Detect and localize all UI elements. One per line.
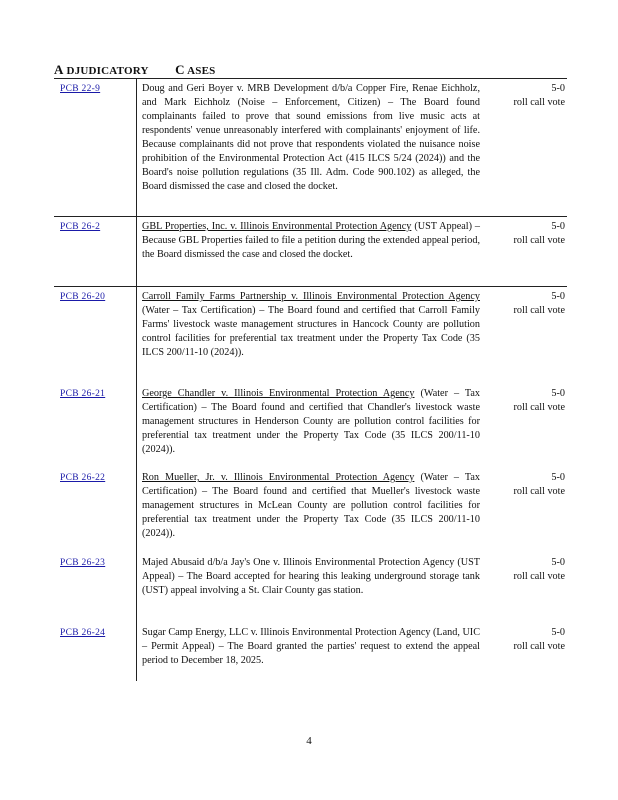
vote-block: [485, 626, 565, 654]
case-number-link[interactable]: PCB 26-22: [60, 473, 106, 483]
vote-block: [485, 220, 565, 248]
vote-count: 5-0: [551, 83, 565, 94]
page-number: 4: [306, 735, 312, 747]
header-rule: [54, 78, 567, 79]
vote-label: roll call vote: [513, 305, 565, 316]
case-title: George Chandler v. Illinois Environmental Protection Agency: [142, 388, 415, 399]
vote-block: [485, 290, 565, 318]
vote-count: 5-0: [551, 388, 565, 399]
case-number-link[interactable]: PCB 26-21: [60, 389, 106, 399]
vote-count: 5-0: [551, 557, 565, 568]
vote-label: roll call vote: [513, 486, 565, 497]
vote-count: 5-0: [551, 627, 565, 638]
case-text: (UST Appeal) – Because GBL Properties failed to file a petition during the extended appeal period, the Board dismissed the case and closed the docket.: [142, 221, 481, 260]
case-text: Doug and Geri Boyer v. MRB Development d/b/a Copper Fire, Renae Eichholz, and Mark Eichholz (Noise – Enforcement, Citizen) – The Board found complainants failed to prove that sound emissions from live music acts at respondents' venue unreasonably interfered with complainants' enjoyment of life. Because complainants did not prove that respondents violated the nuisance noise prohibition of the Environmental Protection Act (415 ILCS 5/24 (2024)) and the Board's noise pollution regulations (35 Ill. Adm. Code 900.102) as alleged, the Board dismissed the case and closed the docket.: [142, 83, 480, 192]
case-description: [142, 290, 480, 360]
vote-count: 5-0: [551, 291, 565, 302]
vote-label: roll call vote: [513, 97, 565, 108]
case-description: [142, 626, 480, 668]
vote-block: [485, 387, 565, 415]
vote-label: roll call vote: [513, 402, 565, 413]
case-description: [142, 387, 480, 457]
case-number-link[interactable]: PCB 26-20: [60, 292, 106, 302]
case-text: Sugar Camp Energy, LLC v. Illinois Environmental Protection Agency (Land, UIC – Permit Appeal) – The Board granted the parties' request to extend the appeal period to December 18, 2025.: [142, 627, 480, 666]
case-text: (Water – Tax Certification) – The Board found and certified that Carroll Family Farms' livestock waste management structures in Hancock County are pollution control facilities for preferential tax treatment under the Property Tax Code (35 ILCS 200/11-10 (2024)).: [142, 305, 480, 358]
vote-count: 5-0: [551, 472, 565, 483]
vote-label: roll call vote: [513, 641, 565, 652]
vote-label: roll call vote: [513, 235, 565, 246]
case-number-link[interactable]: PCB 26-24: [60, 628, 106, 638]
case-description: [142, 556, 480, 598]
heading-word2-cap: C: [175, 62, 185, 77]
vote-count: 5-0: [551, 221, 565, 232]
row-separator: [54, 286, 567, 287]
vote-block: [485, 471, 565, 499]
case-number-link[interactable]: PCB 22-9: [60, 84, 101, 94]
heading-word1-rest: DJUDICATORY: [66, 65, 149, 77]
case-text: (Water – Tax Certification) – The Board found and certified that Mueller's livestock waste management structures in McLean County are pollution control facilities for preferential tax treatment under the Property Tax Code (35 ILCS 200/11-10 (2024)).: [142, 472, 481, 539]
case-description: [142, 220, 480, 262]
vote-label: roll call vote: [513, 571, 565, 582]
column-divider: [136, 79, 137, 681]
case-title: Carroll Family Farms Partnership v. Illinois Environmental Protection Agency: [142, 291, 480, 302]
case-number-link[interactable]: PCB 26-2: [60, 222, 101, 232]
case-title: Ron Mueller, Jr. v. Illinois Environmental Protection Agency: [142, 472, 415, 483]
case-text: (Water – Tax Certification) – The Board found and certified that Chandler's livestock waste management structures in Henderson County are pollution control facilities for preferential tax treatment under the Property Tax Code (35 ILCS 200/11-10 (2024)).: [142, 388, 480, 455]
vote-block: [485, 82, 565, 110]
heading-word2-rest: ASES: [187, 65, 216, 77]
case-text: Majed Abusaid d/b/a Jay's One v. Illinois Environmental Protection Agency (UST Appeal) – The Board accepted for hearing this leaking underground storage tank (UST) appeal involving a St. Clair County gas station.: [142, 557, 480, 596]
row-separator: [54, 216, 567, 217]
case-description: [142, 82, 480, 194]
case-number-link[interactable]: PCB 26-23: [60, 558, 106, 568]
heading-word1-cap: A: [54, 62, 64, 77]
case-title: GBL Properties, Inc. v. Illinois Environmental Protection Agency: [142, 221, 412, 232]
case-description: [142, 471, 480, 541]
section-heading: [54, 62, 215, 78]
vote-block: [485, 556, 565, 584]
